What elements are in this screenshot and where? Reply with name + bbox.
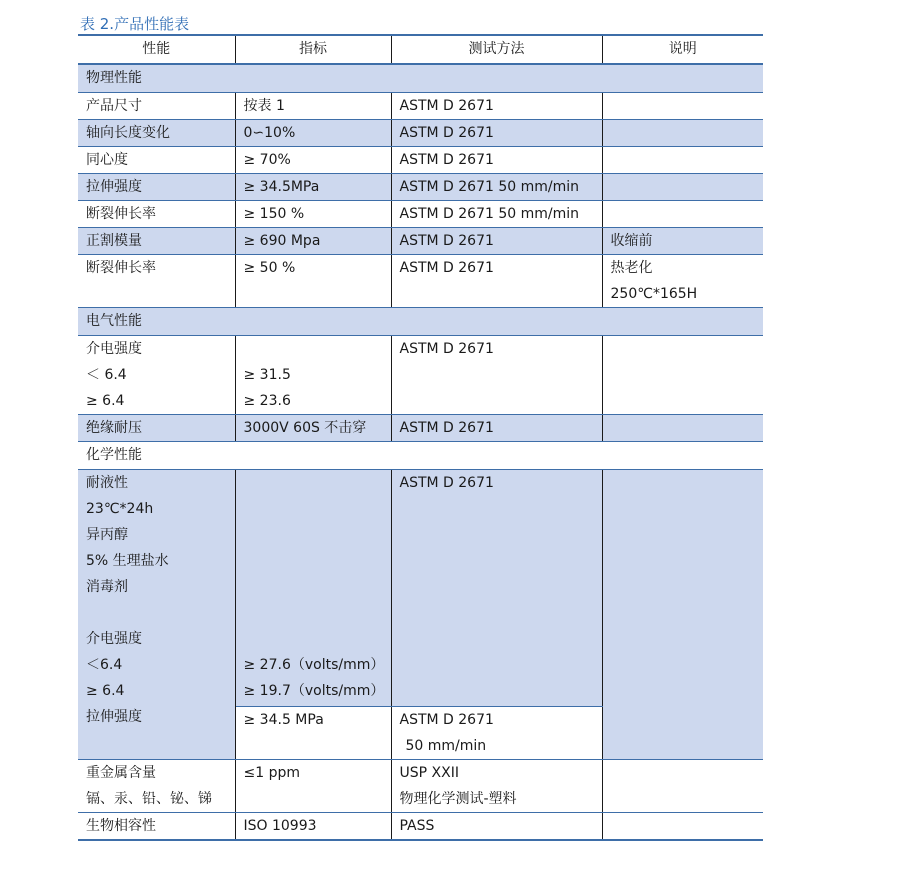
table-row (78, 336, 763, 415)
fluid-line: ＜6.4 (86, 657, 123, 673)
cell-property: 拉伸强度 (78, 174, 235, 201)
section-electrical (78, 308, 763, 336)
spacer (244, 574, 391, 600)
cell-note: 收缩前 (602, 228, 763, 255)
cell-spec-text: ≤1 ppm (243, 765, 300, 781)
cell-method: ASTM D 2671 (391, 228, 602, 255)
metals-method-2: 物理化学测试-塑料 (399, 791, 517, 807)
cell-spec: 按表 1 (235, 93, 391, 120)
header-method: 测试方法 (391, 35, 602, 64)
cell-note-line-1: 热老化 (610, 260, 653, 276)
header-property: 性能 (78, 35, 235, 64)
table-row (78, 201, 763, 228)
tensile-method-2: 50 mm/min (405, 738, 487, 754)
section-title: 物理性能 (78, 64, 763, 93)
spacer (244, 626, 391, 652)
cell-note (602, 415, 763, 442)
tensile-spec: ≥ 34.5 MPa (243, 712, 324, 728)
cell-method: ASTM D 2671 (391, 120, 602, 147)
cell-method-text: ASTM D 2671 (399, 260, 494, 276)
dielectric-label: 介电强度 (86, 341, 142, 357)
table-row (78, 813, 763, 841)
dielectric-sub-1: ＜ 6.4 (86, 367, 127, 383)
section-chemical (78, 442, 763, 470)
fluid-spec-1: ≥ 27.6（volts/mm） (243, 657, 385, 673)
dielectric-spec-2: ≥ 23.6 (243, 393, 291, 409)
cell-method (391, 707, 602, 760)
cell-property: 生物相容性 (78, 813, 235, 841)
cell-spec (235, 470, 391, 707)
spacer (244, 548, 391, 574)
fluid-line: ≥ 6.4 (86, 683, 125, 699)
spacer (244, 600, 391, 626)
performance-table-wrapper (78, 34, 763, 841)
table-header-row (78, 35, 763, 64)
table-row (78, 174, 763, 201)
fluid-line (86, 600, 235, 626)
section-title: 化学性能 (78, 442, 763, 470)
header-spec: 指标 (235, 35, 391, 64)
section-physical (78, 64, 763, 93)
cell-spec (235, 336, 391, 415)
table-row (78, 120, 763, 147)
cell-method: ASTM D 2671 50 mm/min (391, 201, 602, 228)
cell-note (602, 336, 763, 415)
cell-note (602, 760, 763, 813)
cell-spec (235, 255, 391, 308)
cell-property: 产品尺寸 (78, 93, 235, 120)
cell-spec: 0∽10% (235, 120, 391, 147)
spacer (244, 496, 391, 522)
cell-spec: ≥ 34.5MPa (235, 174, 391, 201)
cell-method: ASTM D 2671 (391, 415, 602, 442)
cell-method (391, 255, 602, 308)
fluid-line: 介电强度 (86, 631, 142, 647)
fluid-line: 拉伸强度 (86, 709, 142, 725)
cell-note (602, 201, 763, 228)
cell-spec (235, 707, 391, 760)
table-row (78, 415, 763, 442)
cell-property (78, 336, 235, 415)
cell-spec: ≥ 690 Mpa (235, 228, 391, 255)
table-row (78, 255, 763, 308)
cell-property (78, 255, 235, 308)
cell-spec: 3000V 60S 不击穿 (235, 415, 391, 442)
cell-note (602, 147, 763, 174)
cell-note (602, 813, 763, 841)
cell-method (391, 470, 602, 707)
cell-method: PASS (391, 813, 602, 841)
table-row (78, 93, 763, 120)
table-row (78, 228, 763, 255)
cell-method: ASTM D 2671 50 mm/min (391, 174, 602, 201)
header-note: 说明 (602, 35, 763, 64)
fluid-line: 5% 生理盐水 (86, 553, 169, 569)
section-title: 电气性能 (78, 308, 763, 336)
fluid-line: 消毒剂 (86, 579, 128, 595)
cell-note (602, 470, 763, 760)
dielectric-spec-1: ≥ 31.5 (243, 367, 291, 383)
cell-property (78, 470, 235, 760)
table-row (78, 470, 763, 707)
metals-line-2: 镉、汞、铅、铋、锑 (86, 791, 212, 807)
metals-line-1: 重金属含量 (86, 765, 156, 781)
cell-spec (235, 760, 391, 813)
cell-method (391, 760, 602, 813)
cell-note (602, 120, 763, 147)
cell-method: ASTM D 2671 (391, 93, 602, 120)
cell-spec-text: ≥ 50 % (243, 260, 296, 276)
table-row (78, 760, 763, 813)
cell-property: 同心度 (78, 147, 235, 174)
table-caption: 表 2.产品性能表 (80, 15, 190, 33)
cell-note (602, 93, 763, 120)
cell-property: 绝缘耐压 (78, 415, 235, 442)
cell-spec: ISO 10993 (235, 813, 391, 841)
cell-note (602, 174, 763, 201)
cell-note (602, 255, 763, 308)
fluid-spec-2: ≥ 19.7（volts/mm） (243, 683, 385, 699)
cell-spec: ≥ 150 % (235, 201, 391, 228)
cell-note-line-2: 250℃*165H (610, 286, 698, 302)
cell-property (78, 760, 235, 813)
cell-method-text: ASTM D 2671 (399, 475, 494, 491)
metals-method-1: USP XXII (399, 765, 459, 781)
cell-property: 正割模量 (78, 228, 235, 255)
cell-method (391, 336, 602, 415)
tensile-method-1: ASTM D 2671 (399, 712, 494, 728)
cell-property-text: 断裂伸长率 (86, 260, 156, 276)
spacer (244, 470, 391, 496)
spacer (244, 336, 391, 362)
fluid-line: 异丙醇 (86, 527, 128, 543)
table-row (78, 147, 763, 174)
cell-spec: ≥ 70% (235, 147, 391, 174)
dielectric-sub-2: ≥ 6.4 (86, 393, 125, 409)
cell-method-text: ASTM D 2671 (399, 341, 494, 357)
spacer (244, 522, 391, 548)
cell-property: 轴向长度变化 (78, 120, 235, 147)
cell-method: ASTM D 2671 (391, 147, 602, 174)
cell-property: 断裂伸长率 (78, 201, 235, 228)
fluid-line: 23℃*24h (86, 501, 154, 517)
performance-table (78, 34, 763, 841)
fluid-line: 耐液性 (86, 475, 128, 491)
